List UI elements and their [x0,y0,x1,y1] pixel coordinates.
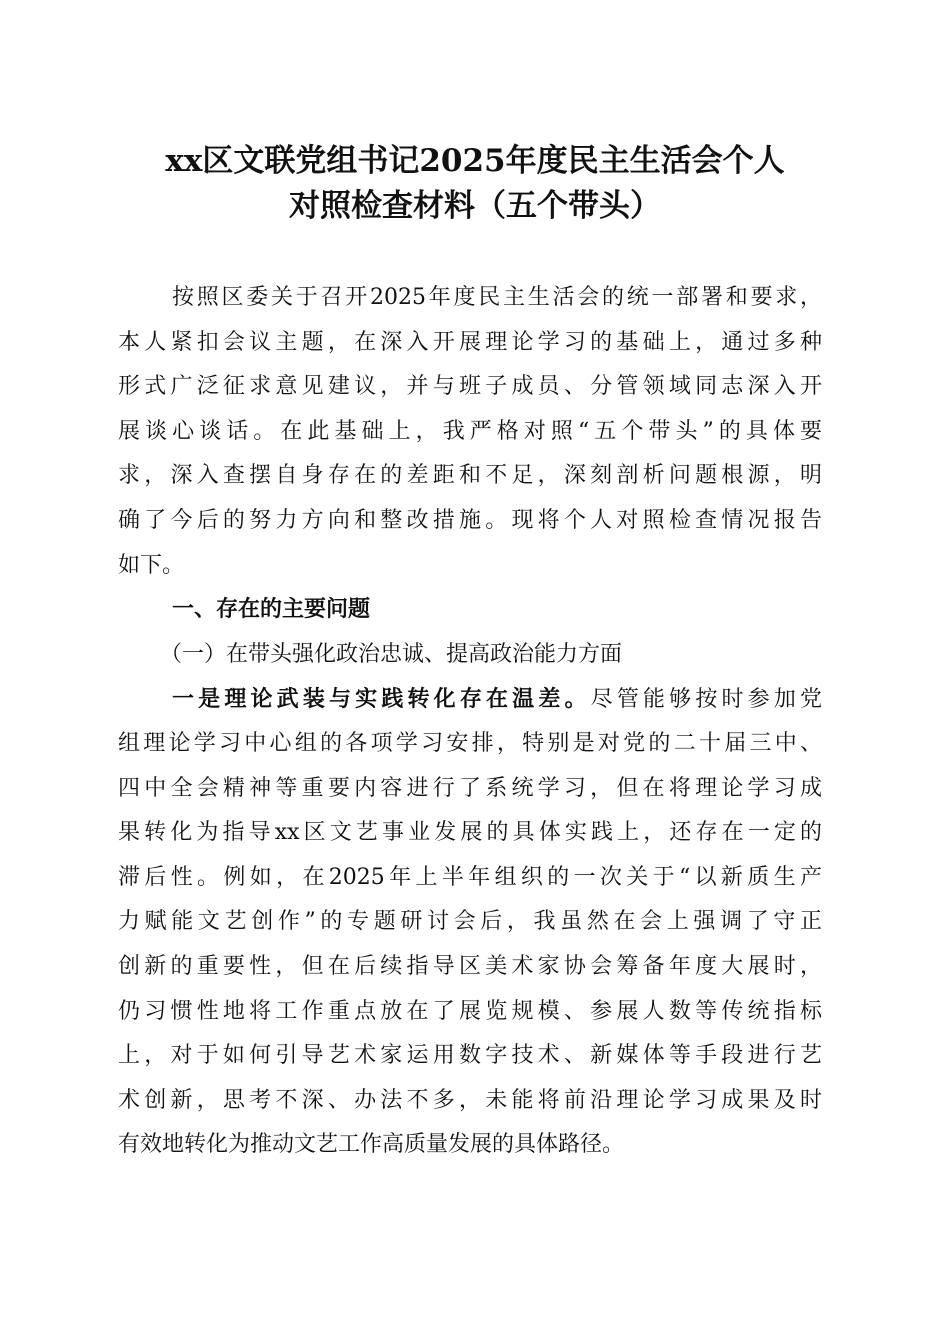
point-lead: 一是理论武装与实践转化存在温差。 [172,686,591,713]
intro-line: 按照区委关于召开2025年度民主生活会的统一部署和要求， [172,285,822,310]
intro-line: 求，深入查摆自身存在的差距和不足，深刻剖析问题根源，明 [118,463,822,489]
intro-line: 如下。 [118,552,185,578]
point-line: 四中全会精神等重要内容进行了系统学习，但在将理论学习成 [118,775,822,801]
intro-line: 本人紧扣会议主题，在深入开展理论学习的基础上，通过多种 [118,329,822,355]
point-line: 尽管能够按时参加党 [590,687,822,713]
point-line: 力赋能文艺创作”的专题研讨会后，我虽然在会上强调了守正 [118,909,822,935]
section-heading: 一、存在的主要问题 [172,597,371,623]
point-line: 有效地转化为推动文艺工作高质量发展的具体路径。 [118,1132,625,1158]
intro-line: 形式广泛征求意见建议，并与班子成员、分管领域同志深入开 [118,374,822,400]
point-line: 滞后性。例如，在2025年上半年组织的一次关于“以新质生产 [118,864,822,890]
point-first-line [118,677,822,722]
point-line: 上，对于如何引导艺术家运用数字技术、新媒体等手段进行艺 [118,1043,822,1069]
subsection-heading: （一）在带头强化政治忠诚、提高政治能力方面 [160,641,623,667]
point-line: 组理论学习中心组的各项学习安排，特别是对党的二十届三中、 [118,730,822,756]
point-line: 创新的重要性，但在后续指导区美术家协会筹备年度大展时， [118,953,822,979]
point-line: 果转化为指导xx区文艺事业发展的具体实践上，还存在一定的 [118,820,822,846]
point-line: 仍习惯性地将工作重点放在了展览规模、参展人数等传统指标 [118,998,822,1024]
document-title-line-2: 对照检查材料（五个带头） [289,188,661,224]
point-line: 术创新，思考不深、办法不多，未能将前沿理论学习成果及时 [118,1087,822,1113]
document-title-line-1: xx区文联党组书记2025年度民主生活会个人 [165,143,785,179]
document-body [118,276,822,1168]
intro-line: 确了今后的努力方向和整改措施。现将个人对照检查情况报告 [118,507,822,533]
intro-line: 展谈心谈话。在此基础上，我严格对照“五个带头”的具体要 [118,418,822,444]
